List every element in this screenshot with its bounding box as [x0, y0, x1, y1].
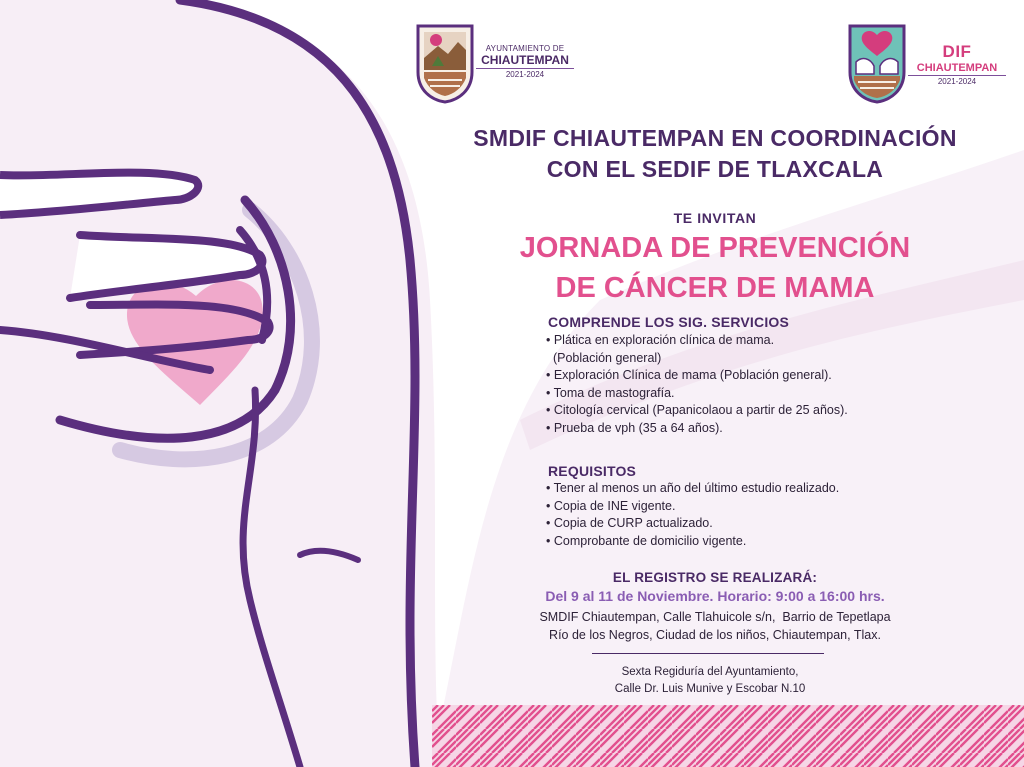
servicios-title: COMPRENDE LOS SIG. SERVICIOS	[548, 314, 790, 330]
list-item: • Exploración Clínica de mama (Población general).	[546, 368, 832, 383]
dif-chiautempan-label: CHIAUTEMPAN	[916, 62, 998, 74]
ayuntamiento-label: AYUNTAMIENTO DE	[485, 44, 565, 53]
list-item: • Prueba de vph (35 a 64 años).	[546, 420, 723, 435]
registro-lugar	[440, 608, 990, 644]
lugar-line-2: Río de los Negros, Ciudad de los niños, Chiautempan, Tlax.	[549, 628, 881, 642]
event-title	[440, 228, 990, 308]
title-line-2: DE CÁNCER DE MAMA	[555, 272, 875, 304]
requisitos-title: REQUISITOS	[548, 463, 637, 479]
heading-line-1: SMDIF CHIAUTEMPAN EN COORDINACIÓN	[473, 125, 957, 151]
list-item: (Población general)	[546, 350, 662, 365]
list-item: • Citología cervical (Papanicolaou a partir de 25 años).	[546, 403, 848, 418]
woven-pattern	[432, 705, 1024, 767]
footer-note	[560, 664, 860, 698]
years-label: 2021-2024	[476, 68, 574, 79]
breast-exam-illustration	[0, 0, 440, 767]
requisitos-list	[546, 480, 839, 550]
dif-logo	[846, 22, 1016, 106]
te-invitan-label: TE INVITAN	[673, 210, 757, 226]
registro-title: EL REGISTRO SE REALIZARÁ:	[612, 570, 818, 585]
heading-line-2: CON EL SEDIF DE TLAXCALA	[546, 156, 884, 182]
list-item: • Tener al menos un año del último estudio realizado.	[546, 481, 840, 495]
list-item: • Toma de mastografía.	[546, 385, 675, 400]
footer-line-1: Sexta Regiduría del Ayuntamiento,	[621, 666, 799, 678]
divider	[592, 653, 824, 654]
list-item: • Copia de INE vigente.	[546, 498, 676, 513]
chiautempan-label: CHIAUTEMPAN	[481, 53, 569, 67]
lugar-line-1: SMDIF Chiautempan, Calle Tlahuicole s/n, Barrio de Tepetlapa	[539, 610, 891, 624]
list-item: • Comprobante de domicilio vigente.	[546, 533, 747, 548]
dif-years-label: 2021-2024	[908, 75, 1006, 86]
main-heading	[440, 123, 990, 185]
list-item: • Plática en exploración clínica de mama.	[546, 333, 775, 347]
registro-fechas: Del 9 al 11 de Noviembre. Horario: 9:00 a 16:00 hrs.	[545, 588, 885, 604]
footer-line-2: Calle Dr. Luis Munive y Escobar N.10	[614, 683, 806, 695]
dif-shield-icon	[846, 22, 908, 104]
list-item: • Copia de CURP actualizado.	[546, 516, 713, 531]
servicios-list	[546, 332, 848, 438]
ayuntamiento-logo	[414, 22, 584, 106]
dif-label: DIF	[942, 42, 972, 61]
shield-icon	[414, 22, 476, 104]
title-line-1: JORNADA DE PREVENCIÓN	[519, 232, 911, 264]
